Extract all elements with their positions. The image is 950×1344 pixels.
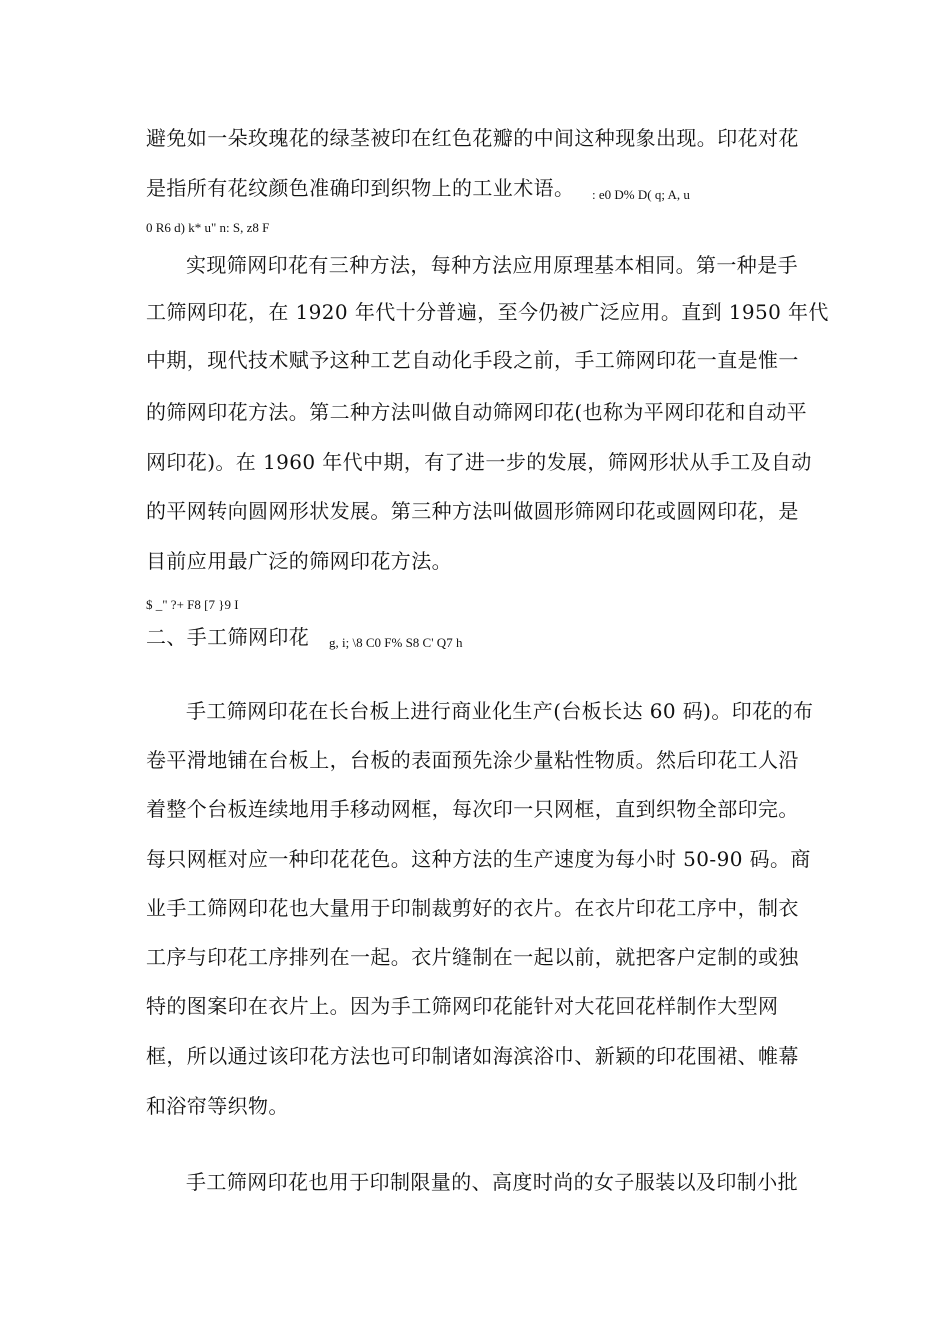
paragraph-3-line-2: 卷平滑地铺在台板上，台板的表面预先涂少量粘性物质。然后印花工人沿 <box>146 748 799 772</box>
watermark-noise-inline-1: : e0 D% D( q; A, u <box>592 187 690 202</box>
section-heading: 二、手工筛网印花 <box>146 625 310 649</box>
paragraph-3-line-1: 手工筛网印花在长台板上进行商业化生产(台板长达 60 码)。印花的布 <box>186 699 814 723</box>
paragraph-2-line-2: 工筛网印花，在 1920 年代十分普遍，至今仍被广泛应用。直到 1950 年代 <box>146 300 829 324</box>
paragraph-2-line-4: 的筛网印花方法。第二种方法叫做自动筛网印花(也称为平网印花和自动平 <box>146 400 808 424</box>
paragraph-1-line-2: 是指所有花纹颜色准确印到织物上的工业术语。 <box>146 176 575 200</box>
paragraph-3-line-6: 工序与印花工序排列在一起。衣片缝制在一起以前，就把客户定制的或独 <box>146 945 799 969</box>
paragraph-3-line-7: 特的图案印在衣片上。因为手工筛网印花能针对大花回花样制作大型网 <box>146 994 779 1018</box>
paragraph-3-line-5: 业手工筛网印花也大量用于印制裁剪好的衣片。在衣片印花工序中，制衣 <box>146 896 799 920</box>
paragraph-1-line-1: 避免如一朵玫瑰花的绿茎被印在红色花瓣的中间这种现象出现。印花对花 <box>146 126 799 150</box>
paragraph-2-line-6: 的平网转向圆网形状发展。第三种方法叫做圆形筛网印花或圆网印花，是 <box>146 499 799 523</box>
paragraph-3-line-4: 每只网框对应一种印花花色。这种方法的生产速度为每小时 50-90 码。商 <box>146 847 811 871</box>
paragraph-3-line-8: 框，所以通过该印花方法也可印制诸如海滨浴巾、新颖的印花围裙、帷幕 <box>146 1044 799 1068</box>
paragraph-3-line-3: 着整个台板连续地用手移动网框，每次印一只网框，直到织物全部印完。 <box>146 797 799 821</box>
paragraph-2-line-3: 中期，现代技术赋予这种工艺自动化手段之前，手工筛网印花一直是惟一 <box>146 348 799 372</box>
paragraph-2-line-7: 目前应用最广泛的筛网印花方法。 <box>146 549 452 573</box>
paragraph-2-line-5: 网印花)。在 1960 年代中期，有了进一步的发展，筛网形状从手工及自动 <box>146 450 812 474</box>
watermark-noise-inline-2: g, i; \8 C0 F% S8 C' Q7 h <box>329 635 463 650</box>
watermark-noise-line-2: $ _" ?+ F8 [7 }9 I <box>146 597 239 612</box>
watermark-noise-line-1: 0 R6 d) k* u" n: S, z8 F <box>146 220 270 235</box>
paragraph-2-line-1: 实现筛网印花有三种方法，每种方法应用原理基本相同。第一种是手 <box>186 253 798 277</box>
paragraph-3-line-9: 和浴帘等织物。 <box>146 1094 289 1118</box>
paragraph-4-line-1: 手工筛网印花也用于印制限量的、高度时尚的女子服装以及印制小批 <box>186 1170 798 1194</box>
